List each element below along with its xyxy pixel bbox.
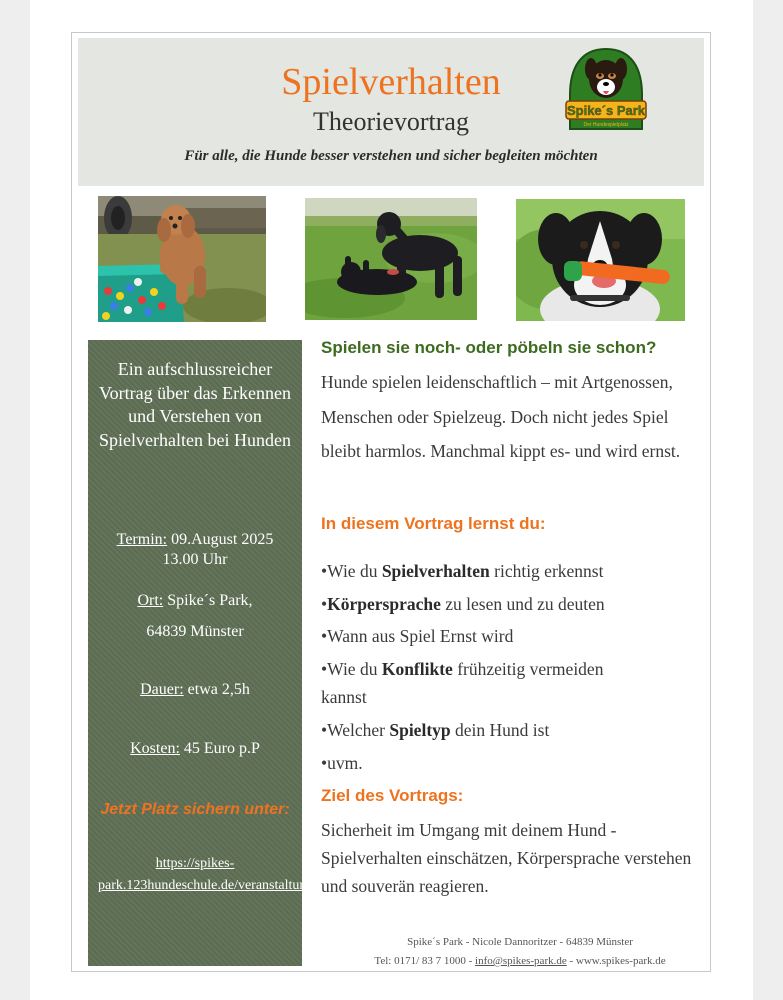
ort-line xyxy=(94,591,296,610)
kosten-label: Kosten: xyxy=(130,740,180,757)
goal-heading: Ziel des Vortrags: xyxy=(321,786,464,805)
flyer-subtitle: Theorievortrag xyxy=(313,107,469,136)
termin-time: 13.00 Uhr xyxy=(162,551,228,568)
termin-line xyxy=(94,530,296,549)
kosten-line xyxy=(94,739,296,758)
footer-website: - www.spikes-park.de xyxy=(566,955,666,967)
termin-label: Termin: xyxy=(116,531,168,548)
dauer-label: Dauer: xyxy=(140,681,184,698)
bullet-item: •Welcher Spieltyp dein Hund ist xyxy=(321,720,550,740)
ort-label: Ort: xyxy=(137,592,164,609)
event-info-sidebar xyxy=(88,340,327,966)
ort-city: 64839 Münster xyxy=(146,623,244,640)
intro-paragraph: Hunde spielen leidenschaftlich – mit Artgenossen, Menschen oder Spielzeug. Doch nicht jedes Spiel bleibt harmlos. Manchmal kippt es- und wird ernst. xyxy=(321,372,681,461)
bullet-item: •uvm. xyxy=(321,753,363,773)
svg-text:Spike´s Park: Spike´s Park xyxy=(566,103,646,118)
footer-phone: Tel: 0171/ 83 7 1000 - xyxy=(374,955,476,967)
bullet-item: •Körpersprache zu lesen und zu deuten xyxy=(321,594,605,614)
spikes-park-logo xyxy=(564,47,648,133)
ort-value: Spike´s Park, xyxy=(163,592,253,609)
flyer-tagline: Für alle, die Hunde besser verstehen und sicher begleiten möchten xyxy=(184,148,598,164)
main-heading: Spielen sie noch- oder pöbeln sie schon? xyxy=(321,338,657,357)
dauer-line xyxy=(94,680,296,699)
booking-call-to-action: Jetzt Platz sichern unter: xyxy=(100,801,290,818)
dauer-value: etwa 2,5h xyxy=(183,681,250,698)
bullet-item-continuation: kannst xyxy=(321,687,367,707)
footer-contact xyxy=(310,955,730,967)
bullet-item: •Wie du Spielverhalten richtig erkennst xyxy=(321,561,604,581)
sidebar-intro: Ein aufschlussreicher Vortrag über das Erkennen und Verstehen von Spielverhalten bei Hunden xyxy=(98,359,292,450)
footer-address: Spike´s Park - Nicole Dannoritzer - 64839 Münster xyxy=(407,936,633,948)
termin-value: 09.August 2025 xyxy=(167,531,274,548)
goal-paragraph: Sicherheit im Umgang mit deinem Hund - Spielverhalten einschätzen, Körpersprache verstehen und souverän reagieren. xyxy=(321,820,692,896)
svg-text:Der Hundespielplatz: Der Hundespielplatz xyxy=(583,122,629,128)
header-banner xyxy=(78,38,704,186)
booking-link[interactable]: https://spikes-park.123hundeschule.de/veranstaltungen xyxy=(98,856,327,893)
bullet-item: •Wie du Konflikte frühzeitig vermeiden xyxy=(321,659,604,679)
footer-email-link[interactable]: info@spikes-park.de xyxy=(475,955,567,967)
poodle-dog-photo xyxy=(98,196,266,322)
bullet-item: •Wann aus Spiel Ernst wird xyxy=(321,626,514,646)
kosten-value: 45 Euro p.P xyxy=(179,740,260,757)
flyer-title: Spielverhalten xyxy=(281,61,501,103)
border-collie-toy-photo xyxy=(516,199,685,321)
black-dogs-playing-photo xyxy=(305,198,477,320)
learn-heading: In diesem Vortrag lernst du: xyxy=(321,514,546,533)
